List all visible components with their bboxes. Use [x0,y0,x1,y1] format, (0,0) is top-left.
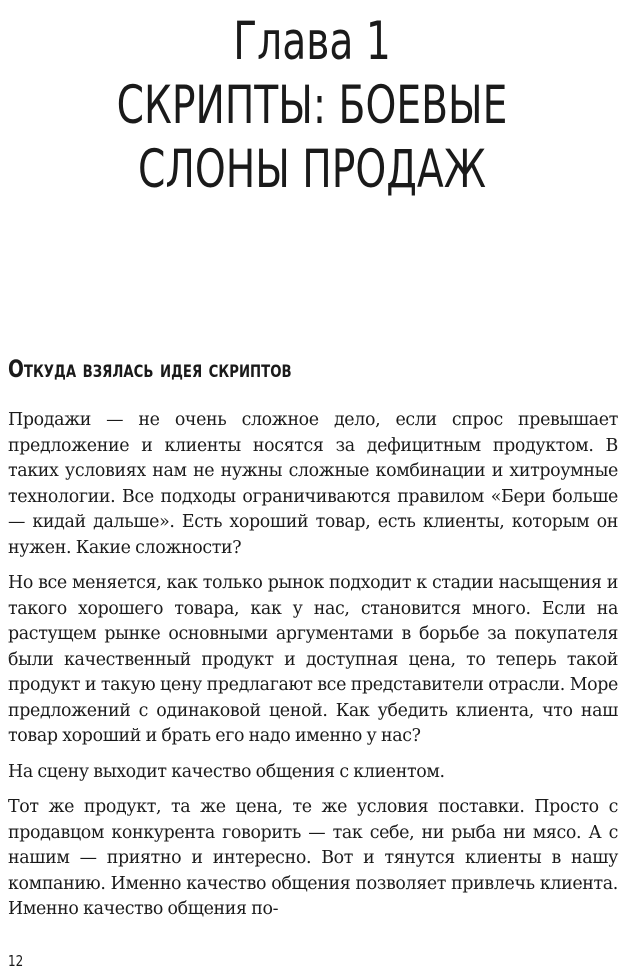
chapter-title [81,10,543,202]
body-text [8,408,618,933]
section-heading-text: Откуда взялась идея скриптов [8,355,292,383]
paragraph: Но все меняется, как только рынок подходит к стадии насыщения и такого хорошего товара, как у нас, становится много. Если на растущем рынке основными аргументами в борьбе за покупателя были качественный продукт и доступная цена, то теперь такой продукт и такую цену предлагают все представители отрасли. Море предложений с одинаковой ценой. Как убедить клиента, что наш товар хороший и брать его надо именно у нас? [8,573,618,746]
page-number: 12 [8,952,24,970]
section-heading [8,353,476,385]
paragraph: На сцену выходит качество общения с клиентом. [8,761,445,782]
chapter-title-line-2: СЛОНЫ ПРОДАЖ [137,139,487,200]
paragraph: Продажи — не очень сложное дело, если спрос превышает предложение и клиенты носятся за дефицитным продуктом. В таких условиях нам не нужны сложные комбинации и хитроумные технологии. Все подходы ограничиваются правилом «Бери больше — кидай дальше». Есть хороший товар, есть клиенты, которым он нужен. Какие сложности? [8,410,618,558]
paragraph: Тот же продукт, та же цена, те же условия поставки. Просто с продавцом конкурента говорить — так себе, ни рыба ни мясо. А с нашим — приятно и интересно. Вот и тянутся клиенты в нашу компанию. Именно качество общения позволяет привлечь клиента. Именно качество общения по- [8,797,618,919]
chapter-title-line-1: СКРИПТЫ: БОЕВЫЕ [116,75,508,136]
chapter-number: Глава 1 [233,11,391,72]
